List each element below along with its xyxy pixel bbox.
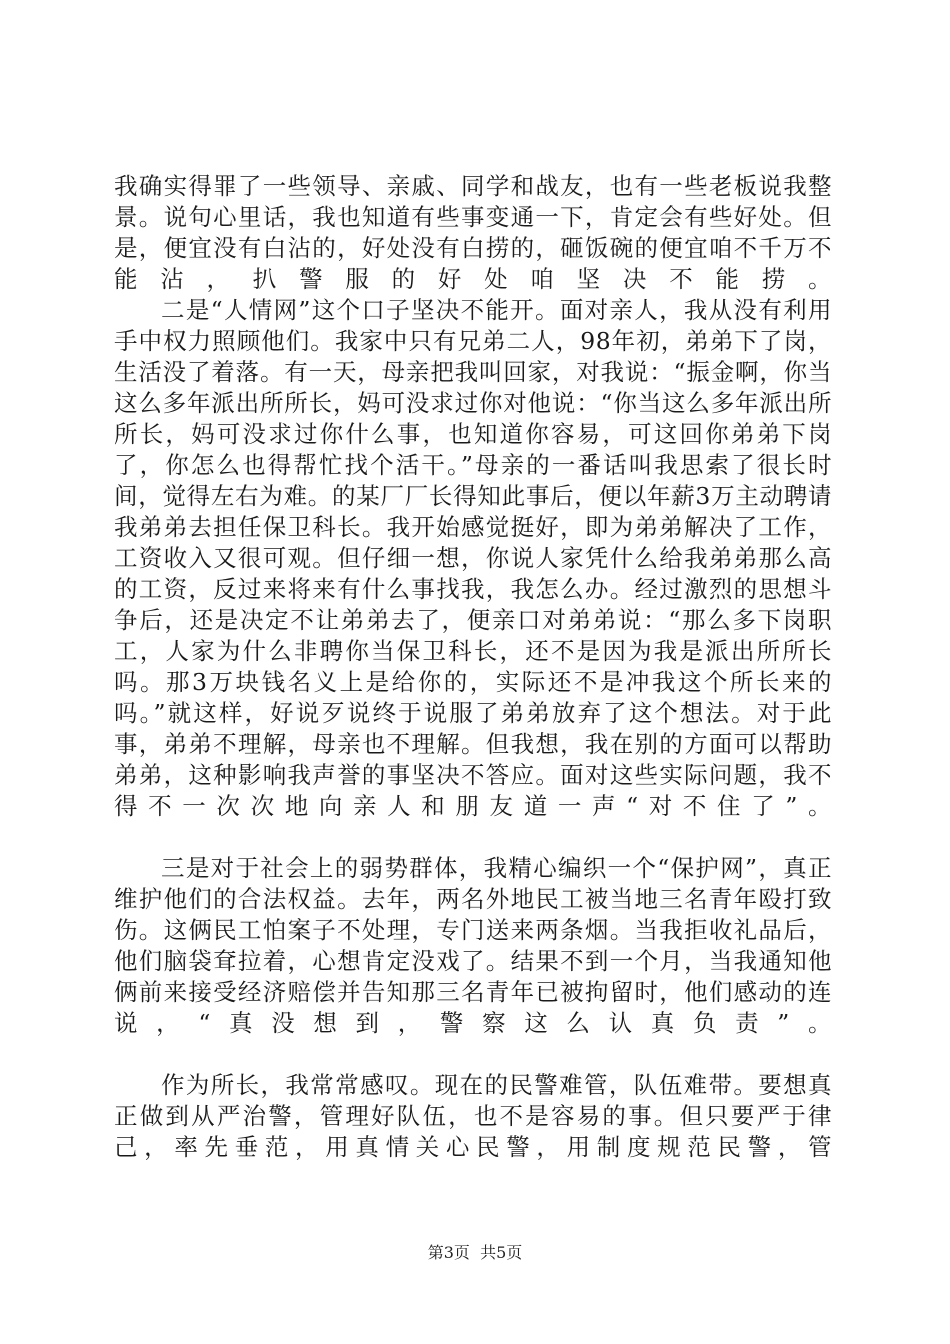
body-text: [114, 171, 832, 1163]
paragraph-2: 二是“人情网”这个口子坚决不能开。面对亲人，我从没有利用手中权力照顾他们。我家中只有兄弟二人，98年初，弟弟下了岗，生活没了着落。有一天，母亲把我叫回家，对我说：“振金啊，你当这么多年派出所所长，妈可没求过你对他说：“你当这么多年派出所所长，妈可没求过你什么事，也知道你容易，可这回你弟弟下岗了，你怎么也得帮忙找个活干。”母亲的一番话叫我思索了很长时间，觉得左右为难。的某厂厂长得知此事后，便以年薪3万主动聘请我弟弟去担任保卫科长。我开始感觉挺好，即为弟弟解决了工作，工资收入又很可观。但仔细一想，你说人家凭什么给我弟弟那么高的工资，反过来将来有什么事找我，我怎么办。经过激烈的思想斗争后，还是决定不让弟弟去了，便亲口对弟弟说：“那么多下岗职工，人家为什么非聘你当保卫科长，还不是因为我是派出所所长吗。那3万块钱名义上是给你的，实际还不是冲我这个所长来的吗。”就这样，好说歹说终于说服了弟弟放弃了这个想法。对于此事，弟弟不理解，母亲也不理解。但我想，我在别的方面可以帮助弟弟，这种影响我声誉的事坚决不答应。面对这些实际问题，我不得不一次次地向亲人和朋友道一声“对不住了”。: [114, 296, 832, 820]
paragraph-1: 我确实得罪了一些领导、亲戚、同学和战友，也有一些老板说我整景。说句心里话，我也知道有些事变通一下，肯定会有些好处。但是，便宜没有白沾的，好处没有白捞的，砸饭碗的便宜咱不千万不能沾，扒警服的好处咱坚决不能捞。: [114, 172, 832, 293]
paragraph-gap: [114, 822, 832, 853]
paragraph-4: 作为所长，我常常感叹。现在的民警难管，队伍难带。要想真正做到从严治警，管理好队伍，也不是容易的事。但只要严于律己，率先垂范，用真情关心民警，用制度规范民警，管: [114, 1071, 832, 1161]
paragraph-3: 三是对于社会上的弱势群体，我精心编织一个“保护网”，真正维护他们的合法权益。去年，两名外地民工被当地三名青年殴打致伤。这俩民工怕案子不处理，专门送来两条烟。当我拒收礼品后，他们脑袋耷拉着，心想肯定没戏了。结果不到一个月，当我通知他俩前来接受经济赔偿并告知那三名青年已被拘留时，他们感动的连说，“真没想到，警察这么认真负责”。: [114, 854, 832, 1037]
paragraph-gap: [114, 1039, 832, 1070]
page-footer: 第3页 共5页: [427, 1243, 523, 1262]
